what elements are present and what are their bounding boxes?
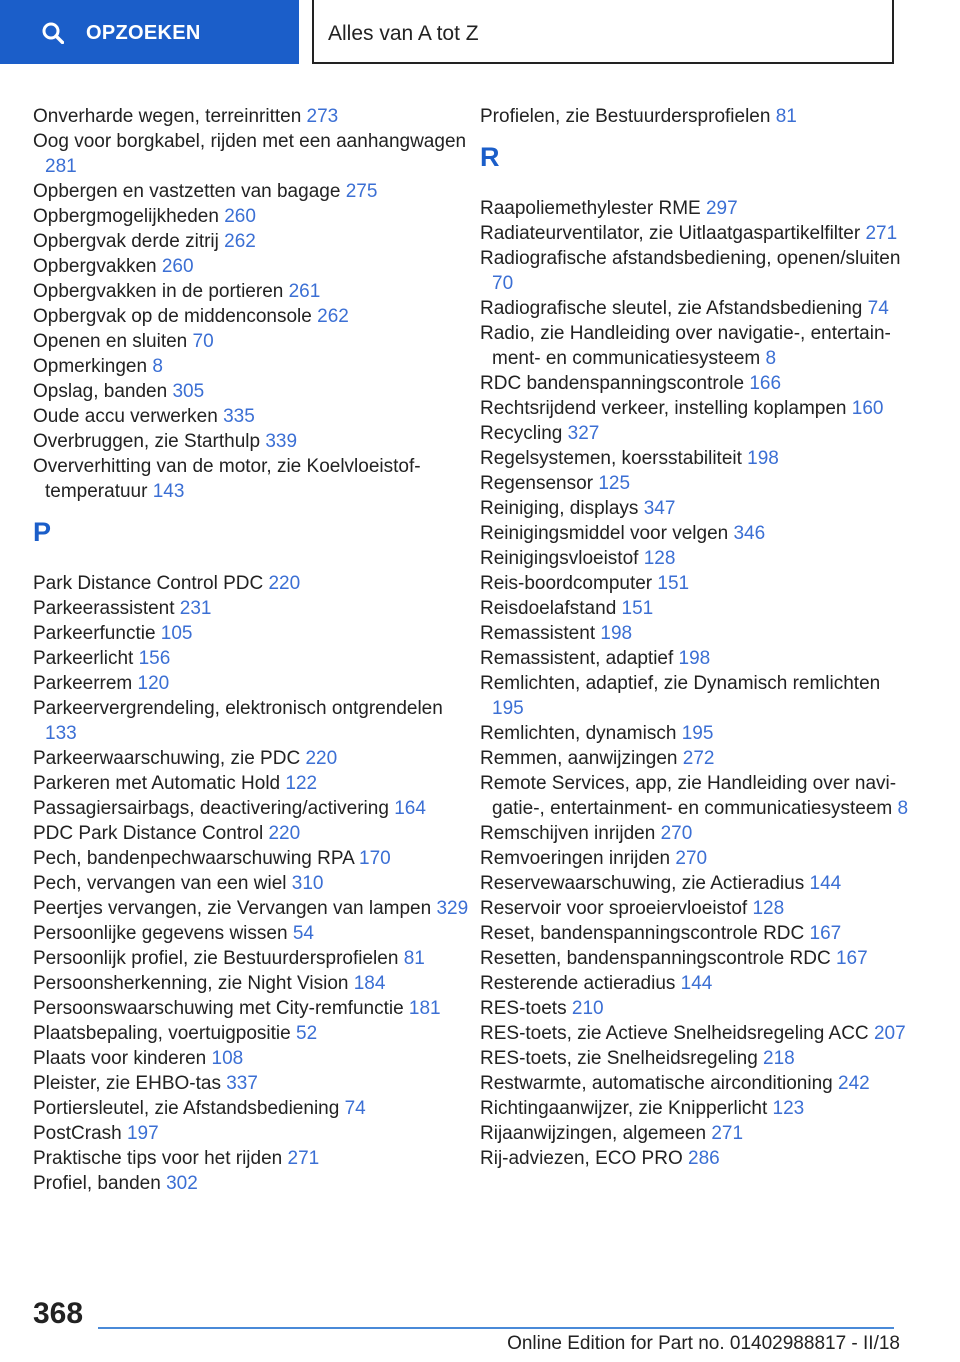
index-entry-text: Rechtsrijdend verkeer, instelling koplampen: [480, 398, 847, 419]
index-entry: [480, 546, 910, 571]
index-entry: [33, 871, 473, 896]
index-entry: [480, 596, 910, 621]
page-link[interactable]: 260: [224, 206, 256, 227]
page-link[interactable]: 207: [873, 1023, 906, 1044]
index-entry: [33, 279, 473, 304]
page-link[interactable]: 70: [192, 331, 214, 352]
page-link[interactable]: 302: [166, 1173, 198, 1194]
page-link[interactable]: 305: [172, 381, 205, 402]
index-entry: [33, 621, 473, 646]
index-entry: [33, 796, 473, 821]
index-entry-text: Reiniging, displays: [480, 498, 639, 519]
page-link[interactable]: 122: [285, 773, 318, 794]
index-entry: [480, 571, 910, 596]
page-link[interactable]: 260: [161, 256, 194, 277]
page-link[interactable]: 164: [394, 798, 426, 819]
page-link[interactable]: 52: [296, 1023, 318, 1044]
index-entry: [33, 379, 473, 404]
index-entry-text: Remassistent: [480, 623, 596, 644]
index-entry-text: Regensensor: [480, 473, 594, 494]
page-link[interactable]: 151: [621, 598, 654, 619]
index-entry-text: Plaatsbepaling, voertuigpositie: [33, 1023, 291, 1044]
index-entry: [480, 296, 910, 321]
index-entry-text: Praktische tips voor het rijden: [33, 1148, 283, 1169]
index-entry-text: Resetten, bandenspanningscontrole RDC: [480, 948, 831, 969]
index-entry: [33, 454, 473, 504]
breadcrumb[interactable]: [312, 0, 894, 64]
page-link[interactable]: 198: [600, 623, 633, 644]
index-entry-text: Reisdoelafstand: [480, 598, 617, 619]
index-entry: [480, 1046, 910, 1071]
page-link[interactable]: 286: [688, 1148, 720, 1169]
index-entry-text: Peertjes vervangen, zie Vervangen van lampen: [33, 898, 432, 919]
index-entry: [480, 421, 910, 446]
search-label: OPZOEKEN: [86, 22, 201, 44]
index-entry-text: Opbergvakken in de portieren: [33, 281, 284, 302]
page-link[interactable]: 8: [765, 348, 777, 369]
page-link[interactable]: 262: [224, 231, 256, 252]
index-entry-text: Restwarmte, automatische airconditioning: [480, 1073, 833, 1094]
index-entry: [480, 371, 910, 396]
index-entry: [33, 329, 473, 354]
page-link[interactable]: 329: [436, 898, 469, 919]
page-link[interactable]: 273: [306, 106, 339, 127]
index-entry: [480, 621, 910, 646]
index-entry-text: Parkeerassistent: [33, 598, 175, 619]
index-entry: [480, 646, 910, 671]
page-link[interactable]: 156: [138, 648, 171, 669]
index-entry-text: Opbergvak op de middenconsole: [33, 306, 312, 327]
index-entry: [33, 746, 473, 771]
index-entry-text: Persoonsherkenning, zie Night Vision: [33, 973, 349, 994]
index-entry: [33, 254, 473, 279]
index-entry: [480, 821, 910, 846]
page-link[interactable]: 310: [291, 873, 324, 894]
index-entry-text: Parkeerwaarschuwing, zie PDC: [33, 748, 301, 769]
index-entry-text: Persoonlijk profiel, zie Bestuurdersprofielen: [33, 948, 399, 969]
index-entry: [480, 446, 910, 471]
index-entry: [33, 921, 473, 946]
section-letter: P: [33, 517, 52, 547]
index-entry-text: Oude accu verwerken: [33, 406, 218, 427]
page-link[interactable]: 198: [678, 648, 711, 669]
page-link[interactable]: 261: [288, 281, 321, 302]
page-number: 368: [33, 1297, 84, 1330]
page-link[interactable]: 337: [226, 1073, 258, 1094]
page-link[interactable]: 125: [598, 473, 631, 494]
index-entry-text: Persoonlijke gegevens wissen: [33, 923, 288, 944]
index-column-left: [33, 104, 473, 1196]
index-entry: [480, 321, 910, 371]
page-link[interactable]: 242: [838, 1073, 870, 1094]
index-entry: [480, 746, 910, 771]
index-entry-text: RES-toets: [480, 998, 567, 1019]
page-link[interactable]: 198: [747, 448, 779, 469]
index-entry: [480, 771, 910, 821]
index-entry-text: Richtingaanwijzer, zie Knipperlicht: [480, 1098, 768, 1119]
index-entry-text: Radiografische afstandsbediening, openen/sluiten: [480, 248, 901, 269]
index-entry: [480, 521, 910, 546]
index-entry-text: PostCrash: [33, 1123, 122, 1144]
index-entry-text: Profielen, zie Bestuurdersprofielen: [480, 106, 771, 127]
index-entry: [480, 496, 910, 521]
page-link[interactable]: 281: [45, 156, 77, 177]
index-entry-text: Oververhitting van de motor, zie Koelvloeistoftemperatuur: [33, 456, 421, 502]
index-entry: [33, 304, 473, 329]
index-entry-text: Reinigingsvloeistof: [480, 548, 639, 569]
index-entry: [480, 896, 910, 921]
index-entry: [33, 1046, 473, 1071]
index-entry-text: RES-toets, zie Snelheidsregeling: [480, 1048, 758, 1069]
index-entry-text: Reinigingsmiddel voor velgen: [480, 523, 729, 544]
index-entry: [33, 846, 473, 871]
index-column-right: [480, 104, 910, 1171]
page-link[interactable]: 170: [359, 848, 391, 869]
page-link[interactable]: 144: [680, 973, 713, 994]
edition-note: Online Edition for Part no. 01402988817 - II/18: [507, 1333, 900, 1354]
index-entry-text: Overbruggen, zie Starthulp: [33, 431, 261, 452]
index-entry: [33, 179, 473, 204]
index-entry-text: Opbergvakken: [33, 256, 157, 277]
index-entry: [33, 1021, 473, 1046]
page-link[interactable]: 160: [851, 398, 884, 419]
index-entry-text: Recycling: [480, 423, 563, 444]
index-entry: [480, 671, 910, 721]
index-entry-text: Reset, bandenspanningscontrole RDC: [480, 923, 805, 944]
page-link[interactable]: 271: [287, 1148, 320, 1169]
page-link[interactable]: 327: [567, 423, 600, 444]
index-entry: [33, 896, 473, 921]
footer-rule: [98, 1327, 894, 1329]
page-link[interactable]: 181: [408, 998, 441, 1019]
page-link[interactable]: 262: [317, 306, 349, 327]
index-entry-text: Opbergvak derde zitrij: [33, 231, 219, 252]
page-link[interactable]: 123: [772, 1098, 805, 1119]
index-entry-text: Oog voor borgkabel, rijden met een aanhangwagen: [33, 131, 467, 152]
index-entry: [33, 229, 473, 254]
index-entry-text: Parkeren met Automatic Hold: [33, 773, 281, 794]
index-entry: [480, 1146, 910, 1171]
index-entry: [33, 429, 473, 454]
index-entry: [33, 946, 473, 971]
page-link[interactable]: 197: [126, 1123, 159, 1144]
index-entry-text: Remassistent, adaptief: [480, 648, 674, 669]
page-link[interactable]: 167: [835, 948, 868, 969]
page-link[interactable]: 270: [675, 848, 708, 869]
index-entry-text: Remlichten, dynamisch: [480, 723, 677, 744]
index-entry: [33, 571, 473, 596]
page-link[interactable]: 74: [344, 1098, 366, 1119]
index-entry-text: Raapoliemethylester RME: [480, 198, 701, 219]
page-link[interactable]: 347: [643, 498, 676, 519]
page-link[interactable]: 195: [681, 723, 714, 744]
page-link[interactable]: 8: [897, 798, 909, 819]
index-entry: [33, 104, 473, 129]
index-entry: [480, 396, 910, 421]
index-entry-text: Pech, vervangen van een wiel: [33, 873, 287, 894]
index-entry-text: Profiel, banden: [33, 1173, 161, 1194]
index-entry-text: Parkeervergrendeling, elektronisch ontgrendelen: [33, 698, 443, 719]
index-entry: [33, 204, 473, 229]
index-entry-text: Regelsystemen, koersstabiliteit: [480, 448, 742, 469]
index-entry-text: Remlichten, adaptief, zie Dynamisch remlichten: [480, 673, 881, 694]
page-link[interactable]: 105: [160, 623, 193, 644]
page-link[interactable]: 275: [345, 181, 378, 202]
index-entry-text: PDC Park Distance Control: [33, 823, 264, 844]
index-entry-text: Opbergen en vastzetten van bagage: [33, 181, 341, 202]
page-link[interactable]: 108: [211, 1048, 244, 1069]
index-entry: [33, 996, 473, 1021]
index-entry-text: Remmen, aanwijzingen: [480, 748, 678, 769]
page-link[interactable]: 54: [292, 923, 314, 944]
index-entry: [480, 846, 910, 871]
index-entry-text: Onverharde wegen, terreinritten: [33, 106, 302, 127]
index-entry-text: Openen en sluiten: [33, 331, 188, 352]
index-entry-text: Resterende actieradius: [480, 973, 676, 994]
page-link[interactable]: 184: [353, 973, 386, 994]
index-entry-text: Parkeerrem: [33, 673, 133, 694]
page-link[interactable]: 297: [705, 198, 738, 219]
search-button[interactable]: [0, 0, 299, 64]
page-link[interactable]: 231: [179, 598, 212, 619]
index-entry: [33, 596, 473, 621]
page-link[interactable]: 271: [865, 223, 898, 244]
page-link[interactable]: 128: [752, 898, 785, 919]
index-entry-text: Plaats voor kinderen: [33, 1048, 207, 1069]
page-link[interactable]: 220: [305, 748, 338, 769]
index-entry: [33, 971, 473, 996]
index-entry-text: Remschijven inrijden: [480, 823, 656, 844]
page-link[interactable]: 151: [657, 573, 690, 594]
index-entry: [480, 1021, 910, 1046]
index-entry-text: Radiateurventilator, zie Uitlaatgaspartikelfilter: [480, 223, 861, 244]
page-link[interactable]: 70: [492, 273, 514, 294]
index-entry-text: Persoonswaarschuwing met City-remfunctie: [33, 998, 404, 1019]
page-link[interactable]: 166: [749, 373, 782, 394]
index-entry-text: Parkeerfunctie: [33, 623, 156, 644]
page-link[interactable]: 339: [265, 431, 298, 452]
page-link[interactable]: 143: [152, 481, 185, 502]
index-entry: [480, 1096, 910, 1121]
index-entry: [33, 1096, 473, 1121]
index-entry-text: Rij-adviezen, ECO PRO: [480, 1148, 683, 1169]
page-link[interactable]: 133: [45, 723, 77, 744]
index-entry-text: RES-toets, zie Actieve Snelheidsregeling ACC: [480, 1023, 869, 1044]
index-entry: [33, 1071, 473, 1096]
index-entry-text: Parkeerlicht: [33, 648, 134, 669]
page-link[interactable]: 144: [809, 873, 842, 894]
search-icon: [42, 22, 64, 44]
index-entry-text: Opbergmogelijkheden: [33, 206, 219, 227]
index-entry-text: Radiografische sleutel, zie Afstandsbediening: [480, 298, 863, 319]
page-link[interactable]: 335: [223, 406, 255, 427]
page-link[interactable]: 195: [492, 698, 524, 719]
index-entry-text: Radio, zie Handleiding over navigatie-, entertainment- en communicatiesysteem: [480, 323, 891, 369]
index-entry-text: Remvoeringen inrijden: [480, 848, 671, 869]
index-entry-text: Reservoir voor sproeiervloeistof: [480, 898, 748, 919]
page-link[interactable]: 271: [711, 1123, 744, 1144]
page-link[interactable]: 270: [660, 823, 693, 844]
index-entry-text: Remote Services, app, zie Handleiding over navigatie-, entertainment- en communicatiesysteem: [480, 773, 897, 819]
page-link[interactable]: 120: [137, 673, 170, 694]
index-entry: [480, 1071, 910, 1096]
index-entry: [480, 471, 910, 496]
index-entry: [33, 1146, 473, 1171]
index-entry-text: Opmerkingen: [33, 356, 148, 377]
page-link[interactable]: 346: [733, 523, 766, 544]
index-entry: [33, 1171, 473, 1196]
index-entry-text: Reservewaarschuwing, zie Actieradius: [480, 873, 805, 894]
page-link[interactable]: 220: [268, 573, 301, 594]
page-link[interactable]: 128: [643, 548, 676, 569]
index-entry: [480, 996, 910, 1021]
index-entry-text: Pech, bandenpechwaarschuwing RPA: [33, 848, 354, 869]
index-entry-text: Opslag, banden: [33, 381, 168, 402]
index-entry: [33, 129, 473, 179]
index-entry: [480, 921, 910, 946]
index-entry: [480, 221, 910, 246]
page-link[interactable]: 272: [682, 748, 715, 769]
index-entry: [33, 354, 473, 379]
index-entry-text: Portiersleutel, zie Afstandsbediening: [33, 1098, 340, 1119]
index-entry: [480, 196, 910, 221]
index-entry: [33, 771, 473, 796]
page-link[interactable]: 74: [867, 298, 889, 319]
page-link[interactable]: 220: [268, 823, 301, 844]
page-link[interactable]: 210: [571, 998, 604, 1019]
page-link[interactable]: 218: [763, 1048, 795, 1069]
index-entry: [480, 721, 910, 746]
index-entry: [33, 821, 473, 846]
index-entry: [480, 946, 910, 971]
index-entry: [480, 104, 910, 129]
page-link[interactable]: 81: [403, 948, 425, 969]
index-entry: [33, 404, 473, 429]
page-link[interactable]: 81: [775, 106, 797, 127]
page-link[interactable]: 167: [809, 923, 842, 944]
index-entry: [480, 1121, 910, 1146]
index-entry-text: Passagiersairbags, deactivering/activering: [33, 798, 389, 819]
index-entry: [33, 646, 473, 671]
index-entry: [480, 871, 910, 896]
index-entry-text: RDC bandenspanningscontrole: [480, 373, 745, 394]
index-entry: [33, 1121, 473, 1146]
index-entry-text: Pleister, zie EHBO-tas: [33, 1073, 221, 1094]
index-entry: [33, 671, 473, 696]
index-entry: [480, 246, 910, 296]
index-entry: [33, 696, 473, 746]
breadcrumb-label: Alles van A tot Z: [328, 22, 479, 45]
index-entry-text: Park Distance Control PDC: [33, 573, 264, 594]
section-letter: R: [480, 142, 500, 172]
index-entry: [480, 971, 910, 996]
index-entry-text: Reis-boordcomputer: [480, 573, 653, 594]
index-entry-text: Rijaanwijzingen, algemeen: [480, 1123, 707, 1144]
page-link[interactable]: 8: [152, 356, 163, 377]
